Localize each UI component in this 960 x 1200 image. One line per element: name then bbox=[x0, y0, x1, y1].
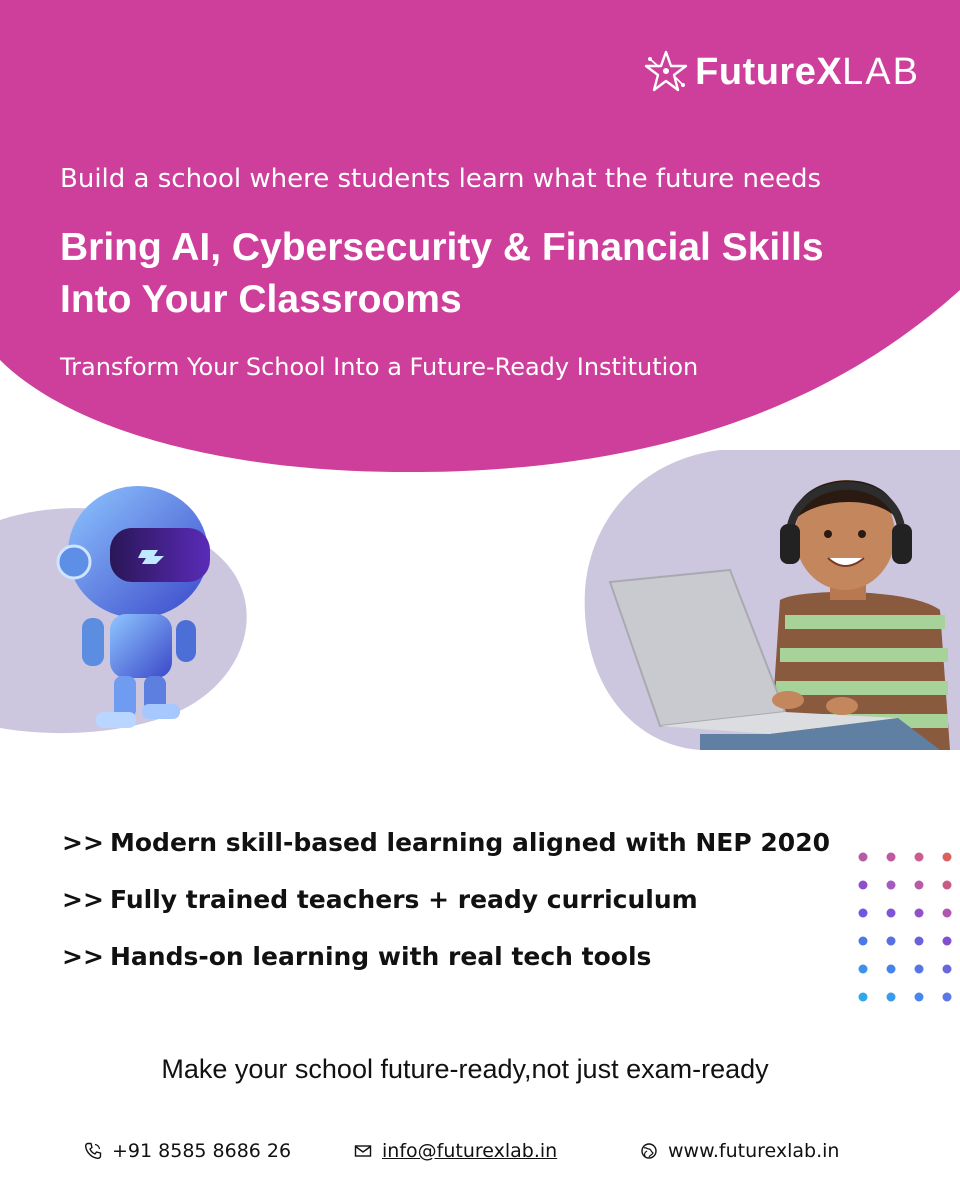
phone-icon bbox=[84, 1142, 102, 1160]
bullet-arrow: >> bbox=[62, 885, 104, 914]
contact-website[interactable] bbox=[640, 1140, 839, 1162]
email-link[interactable]: info@futurexlab.in bbox=[382, 1140, 558, 1162]
decorative-dot-grid bbox=[855, 850, 960, 1010]
brand-name-bold: FutureX bbox=[695, 50, 843, 93]
brand-name-light: LAB bbox=[842, 50, 920, 93]
headline-line-2: Into Your Classrooms bbox=[60, 278, 462, 321]
feature-list bbox=[62, 814, 830, 985]
contact-phone[interactable] bbox=[84, 1140, 291, 1162]
feature-item bbox=[62, 871, 830, 928]
hero-tagline: Build a school where students learn what the future needs bbox=[60, 164, 822, 194]
brand-wordmark bbox=[695, 51, 920, 94]
brand-logo[interactable] bbox=[643, 48, 920, 96]
phone-number: +91 8585 8686 26 bbox=[112, 1140, 292, 1162]
closing-statement: Make your school future-ready,not just exam-ready bbox=[161, 1054, 769, 1084]
globe-icon bbox=[640, 1142, 658, 1160]
feature-item bbox=[62, 814, 830, 871]
hero-headline bbox=[60, 222, 824, 326]
kid-with-laptop-illustration bbox=[580, 450, 960, 750]
feature-item bbox=[62, 928, 830, 985]
website-link[interactable]: www.futurexlab.in bbox=[668, 1140, 840, 1162]
hero-subheadline: Transform Your School Into a Future-Ready Institution bbox=[60, 353, 699, 381]
bullet-arrow: >> bbox=[62, 828, 104, 857]
feature-text: Fully trained teachers + ready curriculum bbox=[110, 885, 698, 914]
headline-line-1: Bring AI, Cybersecurity & Financial Skills bbox=[60, 226, 824, 269]
contact-email[interactable] bbox=[354, 1140, 557, 1162]
robot-astronaut-illustration bbox=[50, 480, 220, 740]
bullet-arrow: >> bbox=[62, 942, 104, 971]
feature-text: Hands-on learning with real tech tools bbox=[110, 942, 652, 971]
star-network-icon bbox=[643, 49, 689, 95]
feature-text: Modern skill-based learning aligned with NEP 2020 bbox=[110, 828, 830, 857]
mail-icon bbox=[354, 1142, 372, 1160]
